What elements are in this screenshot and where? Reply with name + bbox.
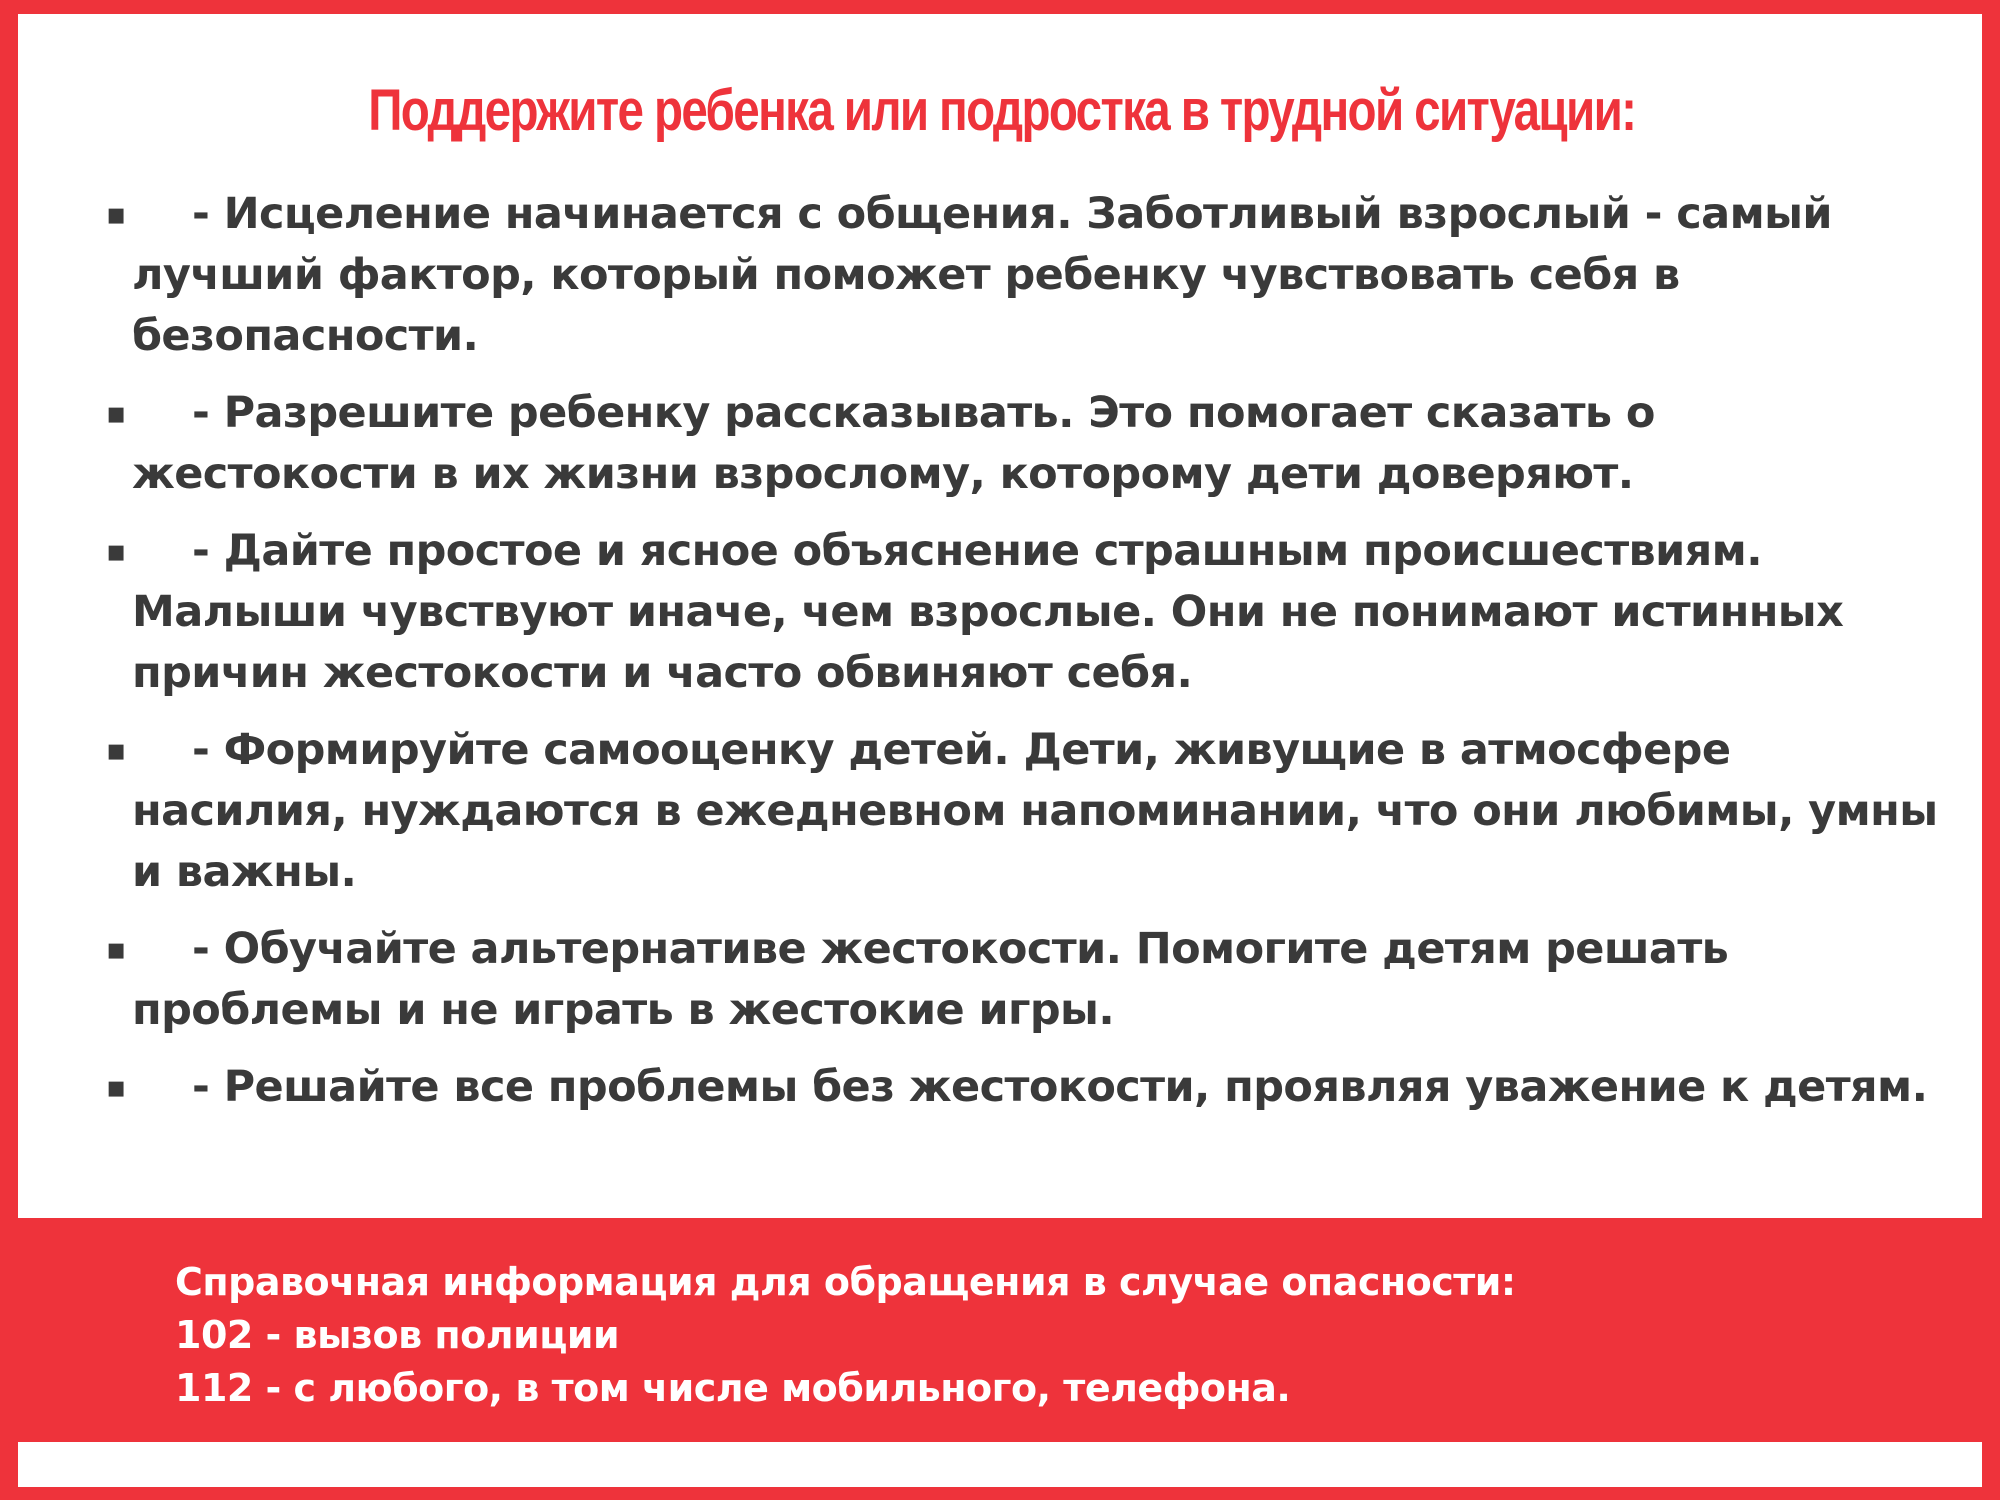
tip-item bbox=[18, 720, 1982, 903]
tip-text: - Разрешите ребенку рассказывать. Это помогает сказать о жестокости в их жизни взрослому, которому дети доверяют. bbox=[132, 388, 1655, 499]
bullet-icon: ▪ bbox=[106, 733, 126, 768]
bullet-icon: ▪ bbox=[106, 396, 126, 431]
tip-text: - Дайте простое и ясное объяснение страшным происшествиям. Малыши чувствуют иначе, чем взрослые. Они не понимают истинных причин жестокости и часто обвиняют себя. bbox=[132, 526, 1844, 698]
emergency-info-banner bbox=[0, 1218, 2000, 1442]
tip-item bbox=[18, 521, 1982, 704]
tip-text: - Обучайте альтернативе жестокости. Помогите детям решать проблемы и не играть в жестокие игры. bbox=[132, 924, 1729, 1035]
tip-item bbox=[18, 1057, 1982, 1118]
bullet-icon: ▪ bbox=[106, 1070, 126, 1105]
poster-title: Поддержите ребенка или подростка в трудной ситуации: bbox=[368, 78, 1636, 143]
tip-text: - Формируйте самооценку детей. Дети, живущие в атмосфере насилия, нуждаются в ежедневном напоминании, что они любимы, умны и важны. bbox=[132, 725, 1938, 897]
bullet-icon: ▪ bbox=[106, 932, 126, 967]
police-number: 102 - вызов полиции bbox=[175, 1313, 620, 1357]
bullet-icon: ▪ bbox=[106, 534, 126, 569]
tip-item bbox=[18, 383, 1982, 505]
bullet-icon: ▪ bbox=[106, 197, 126, 232]
emergency-number: 112 - с любого, в том числе мобильного, телефона. bbox=[175, 1366, 1291, 1410]
tip-text: - Исцеление начинается с общения. Заботливый взрослый - самый лучший фактор, который поможет ребенку чувствовать себя в безопасности. bbox=[132, 189, 1832, 361]
emergency-info-heading: Справочная информация для обращения в случае опасности: bbox=[175, 1260, 1516, 1304]
tips-list bbox=[18, 184, 1982, 1134]
emergency-info-text bbox=[175, 1256, 1516, 1415]
tip-item bbox=[18, 184, 1982, 367]
tip-text: - Решайте все проблемы без жестокости, проявляя уважение к детям. bbox=[192, 1062, 1928, 1112]
tip-item bbox=[18, 919, 1982, 1041]
